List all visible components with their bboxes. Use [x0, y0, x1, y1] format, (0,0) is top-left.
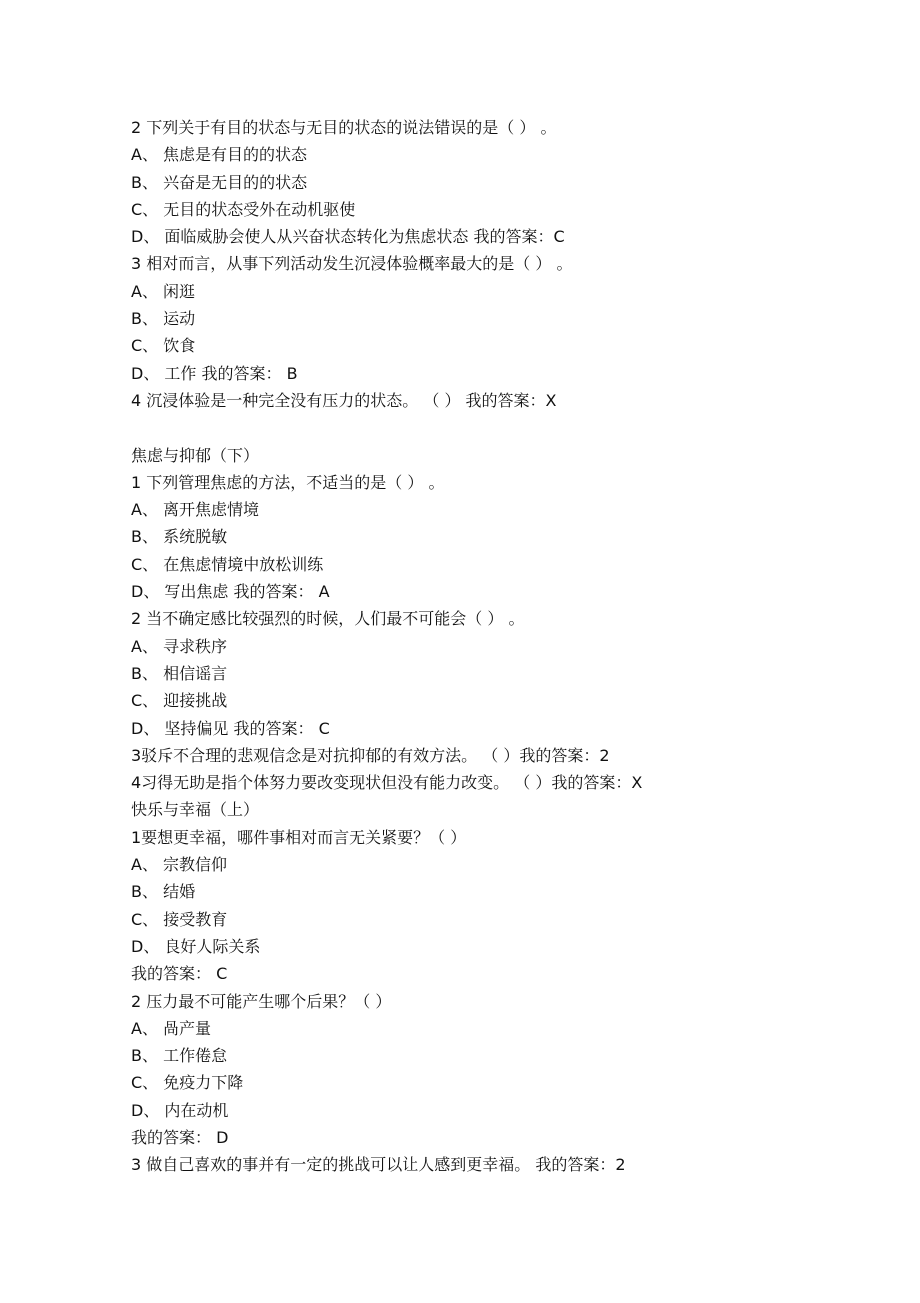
question-answer-text: 3 做自己喜欢的事并有一定的挑战可以让人感到更幸福。 我的答案：2	[131, 1155, 626, 1175]
question-text: 2 压力最不可能产生哪个后果？（ ）	[131, 991, 392, 1011]
option-text: A、 宗教信仰	[131, 855, 228, 875]
option-text: B、 工作倦怠	[131, 1046, 228, 1066]
option-text: B、 相信谣言	[131, 663, 228, 683]
option-text: C、 无目的状态受外在动机驱使	[131, 199, 356, 219]
option-answer-text: D、 工作 我的答案： B	[131, 363, 298, 383]
option-answer-text: D、 写出焦虑 我的答案： A	[131, 582, 330, 602]
question-text: 1 下列管理焦虑的方法，不适当的是（ ） 。	[131, 472, 445, 492]
option-answer-text: D、 面临威胁会使人从兴奋状态转化为焦虑状态 我的答案：C	[131, 227, 565, 247]
option-text: C、 免疫力下降	[131, 1073, 244, 1093]
option-text: C、 接受教育	[131, 909, 228, 929]
option-text: A、 离开焦虑情境	[131, 500, 260, 520]
question-text: 2 当不确定感比较强烈的时候，人们最不可能会（ ） 。	[131, 609, 525, 629]
question-answer-text: 4习得无助是指个体努力要改变现状但没有能力改变。 （ ）我的答案：X	[131, 773, 643, 793]
option-text: C、 饮食	[131, 336, 196, 356]
question-text: 3 相对而言，从事下列活动发生沉浸体验概率最大的是（ ） 。	[131, 254, 573, 274]
question-text: 2 下列关于有目的状态与无目的状态的说法错误的是（ ） 。	[131, 118, 557, 137]
option-text: B、 运动	[131, 309, 196, 329]
option-text: B、 系统脱敏	[131, 527, 228, 547]
option-text: B、 结婚	[131, 882, 196, 902]
question-list	[131, 114, 851, 1179]
option-text: A、 寻求秩序	[131, 636, 228, 656]
option-text: D、 内在动机	[131, 1100, 229, 1120]
option-text: A、 咼产量	[131, 1018, 212, 1038]
section-heading: 快乐与幸福（上）	[131, 800, 260, 820]
option-text: C、 迎接挑战	[131, 691, 228, 711]
answer-text: 我的答案： D	[131, 1127, 229, 1147]
option-text: B、 兴奋是无目的的状态	[131, 172, 308, 192]
option-text: C、 在焦虑情境中放松训练	[131, 554, 324, 574]
answer-text: 我的答案： C	[131, 964, 228, 984]
option-text: A、 焦虑是有目的的状态	[131, 145, 308, 165]
option-text: A、 闲逛	[131, 281, 196, 301]
option-answer-text: D、 坚持偏见 我的答案： C	[131, 718, 330, 738]
section-heading: 焦虑与抑郁（下）	[131, 445, 260, 465]
question-text: 1要想更幸福，哪件事相对而言无关紧要？（ ）	[131, 827, 467, 847]
question-answer-text: 3驳斥不合理的悲观信念是对抗抑郁的有效方法。 （ ）我的答案：2	[131, 745, 610, 765]
question-answer-text: 4 沉浸体验是一种完全没有压力的状态。 （ ） 我的答案：X	[131, 390, 557, 410]
blank-line	[131, 414, 851, 441]
option-text: D、 良好人际关系	[131, 936, 261, 956]
